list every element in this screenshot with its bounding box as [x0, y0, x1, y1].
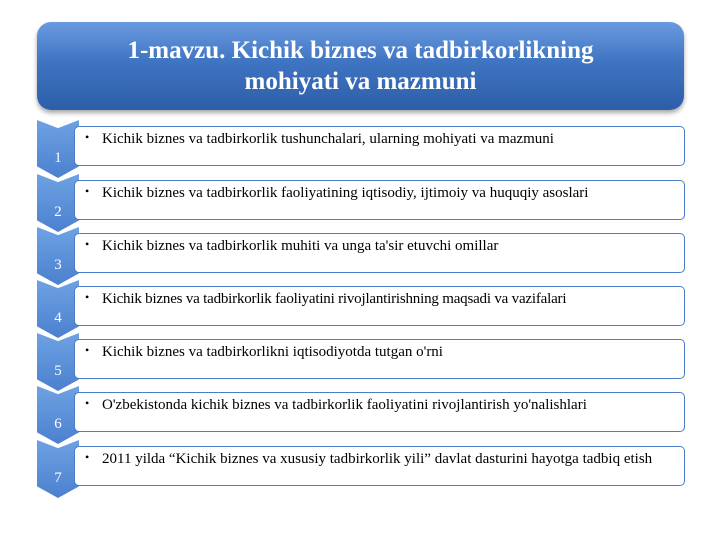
item-number: 1 — [54, 150, 62, 166]
chevron-shape — [37, 280, 79, 338]
chevron-shape — [37, 120, 79, 178]
item-number: 2 — [54, 204, 62, 220]
item-text: Kichik biznes va tadbirkorlik faoliyatining iqtisodiy, ijtimoiy va huquqiy asoslari — [102, 185, 589, 201]
item-text: Kichik biznes va tadbirkorlik tushunchalari, ularning mohiyati va mazmuni — [102, 131, 554, 147]
slide-title-box — [37, 22, 684, 110]
bullet-icon: • — [85, 343, 90, 357]
chevron-shape — [37, 333, 79, 391]
list-item — [37, 286, 685, 330]
chevron-shape — [37, 440, 79, 498]
item-number: 5 — [54, 363, 62, 379]
bullet-icon: • — [85, 130, 90, 144]
item-box — [74, 286, 685, 326]
list-item — [37, 339, 685, 383]
item-number: 3 — [54, 257, 62, 273]
item-number: 4 — [54, 310, 62, 326]
chevron-shape — [37, 386, 79, 444]
list-item — [37, 446, 685, 490]
item-text: Kichik biznes va tadbirkorlikni iqtisodiyotda tutgan o'rni — [102, 344, 443, 360]
item-box — [74, 126, 685, 166]
list-item — [37, 126, 685, 170]
list-item — [37, 233, 685, 277]
item-text: Kichik biznes va tadbirkorlik muhiti va unga ta'sir etuvchi omillar — [102, 238, 499, 254]
list-item — [37, 180, 685, 224]
item-text: 2011 yilda “Kichik biznes va xususiy tadbirkorlik yili” davlat dasturini hayotga tadbiq etish — [102, 451, 653, 467]
chevron-shape — [37, 227, 79, 285]
item-number: 6 — [54, 416, 62, 432]
item-text: Kichik biznes va tadbirkorlik faoliyatini rivojlantirishning maqsadi va vazifalari — [102, 291, 567, 307]
bullet-icon: • — [85, 450, 90, 464]
list-item — [37, 392, 685, 436]
item-box — [74, 233, 685, 273]
bullet-icon: • — [85, 184, 90, 198]
slide-title-line1: 1-mavzu. Kichik biznes va tadbirkorlikning — [127, 37, 594, 64]
item-box — [74, 392, 685, 432]
bullet-icon: • — [85, 396, 90, 410]
bullet-icon: • — [85, 290, 90, 304]
chevron-shape — [37, 174, 79, 232]
item-box — [74, 446, 685, 486]
item-box — [74, 180, 685, 220]
slide-title — [127, 35, 593, 97]
item-number: 7 — [54, 470, 62, 486]
item-text: O'zbekistonda kichik biznes va tadbirkorlik faoliyatini rivojlantirish yo'nalishlari — [102, 397, 587, 413]
slide-title-line2: mohiyati va mazmuni — [244, 68, 477, 95]
item-box — [74, 339, 685, 379]
bullet-icon: • — [85, 237, 90, 251]
